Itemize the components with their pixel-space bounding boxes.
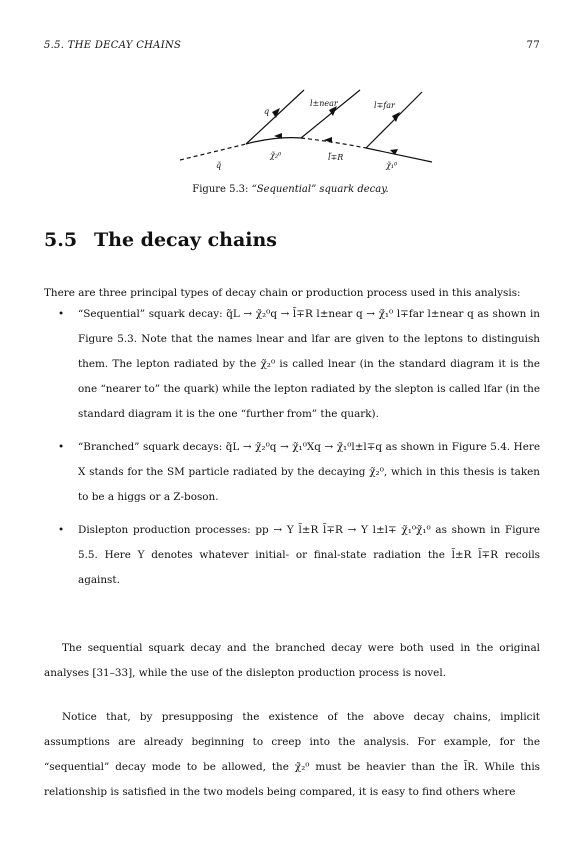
figure-caption-prefix: Figure 5.3: [192,184,249,195]
label-l-near: l±near [310,99,338,108]
sequential-decay-diagram [176,86,436,176]
list-item-text: “Sequential” squark decay: q̃L → χ̃₂⁰q → l̃∓R l±near q → χ̃₁⁰ l∓far l±near q as shown in Figure 5.3. Note that the names lnear and lfar are given to the leptons to distinguish them. The lepton radiated by the χ̃₂⁰ is called lnear (in the standard diagram it is the one “nearer to” the quark) while the lepton radiated by the slepton is called lfar (in the standard diagram it is the one “further from” the quark). [78,308,540,420]
bullet: • [58,524,65,536]
slepton-line [301,138,366,148]
chi1-line [366,148,432,162]
label-slepton: l̃∓R [328,153,344,162]
list-item-text: Dislepton production processes: pp → Y l̃±R l̃∓R → Y l±l∓ χ̃₁⁰χ̃₁⁰ as shown in Figure 5.5. Here Y denotes whatever initial- or final-state radiation the l̃±R l̃∓R recoils against. [78,524,540,586]
slepton-arrow [324,137,332,143]
section-title: The decay chains [94,229,277,251]
bullet: • [58,308,65,320]
chi2-line [246,138,301,144]
bullet: • [58,441,65,453]
lepton-near-line [301,90,360,138]
figure-caption [0,184,581,195]
label-l-far: l∓far [374,101,395,110]
squark-line [180,144,246,160]
list-item-dislepton [58,518,540,593]
label-q: q [264,107,270,116]
page-number: 77 [526,40,540,51]
intro-paragraph: There are three principal types of decay chain or production process used in this analysis: [44,287,521,299]
label-squark: q̃ [216,161,222,170]
list-item-text: “Branched” squark decays: q̃L → χ̃₂⁰q → χ̃₁⁰Xq → χ̃₁⁰l±l∓q as shown in Figure 5.4. Here X stands for the SM particle radiated by the decaying χ̃₂⁰, which in this thesis is taken to be a higgs or a Z-boson. [78,441,540,503]
label-chi1: χ̃₁⁰ [386,161,398,170]
list-item-sequential [58,302,540,427]
section-number: 5.5 [44,229,78,251]
figure-caption-title: “Sequential” squark decay. [251,184,389,195]
running-header [44,40,540,51]
label-chi2: χ̃₂⁰ [270,151,282,160]
paragraph-assumptions: Notice that, by presupposing the existence of the above decay chains, implicit assumptions are already beginning to creep into the analysis. For example, for the “sequential” decay mode to be allowed, the χ̃₂⁰ must be heavier than the l̃R. While this relationship is satisfied in the two models being compared, it is easy to find others where [44,711,540,798]
decay-chain-list [58,302,540,601]
section-heading [44,229,277,251]
feynman-diagram [176,86,436,176]
paragraph-original-analyses: The sequential squark decay and the branched decay were both used in the original analyses [31–33], while the use of the dislepton production process is novel. [44,642,540,679]
running-header-section: 5.5. THE DECAY CHAINS [44,40,182,51]
list-item-branched [58,435,540,510]
